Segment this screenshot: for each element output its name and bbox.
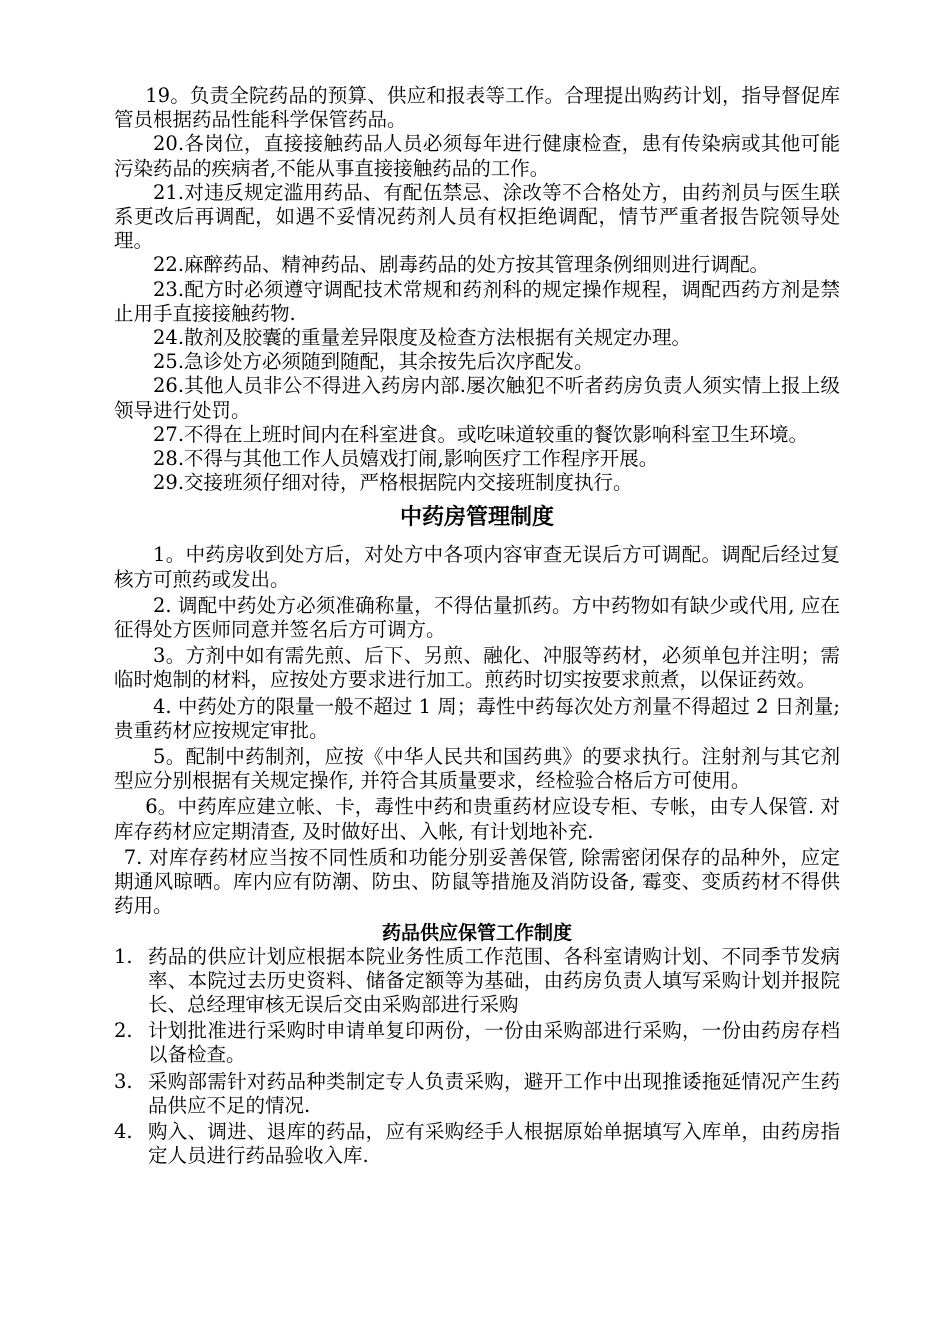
list-item-number: 4. (114, 1119, 133, 1143)
section-title-supply-storage: 药品供应保管工作制度 (381, 921, 572, 944)
list-item-text: 采购部需针对药品种类制定专人负责采购，避开工作中出现推诿拖延情况产生药品供应不足的情况. (148, 1069, 840, 1117)
supply-rules-list (114, 945, 840, 1169)
list-item (114, 1070, 840, 1118)
paragraph-28: 28.不得与其他工作人员嬉戏打闹,影响医疗工作程序开展。 (153, 447, 659, 471)
list-item (114, 945, 840, 1018)
herbal-rule-3: 3。方剂中如有需先煎、后下、另煎、融化、冲服等药材，必须单包并注明；需临时炮制的材料，应按处方要求进行加工。煎药时切实按要求煎煮，以保证药效。 (114, 644, 840, 692)
paragraph-20: 20.各岗位，直接接触药品人员必须每年进行健康检查，患有传染病或其他可能污染药品的疾病者,不能从事直接接触药品的工作。 (114, 132, 840, 180)
list-item-number: 1. (114, 944, 133, 968)
paragraph-26: 26.其他人员非公不得进入药房内部.屡次触犯不听者药房负责人须实情上报上级领导进行处罚。 (114, 374, 840, 422)
list-item-number: 3. (114, 1069, 133, 1093)
herbal-rule-5: 5。配制中药制剂，应按《中华人民共和国药典》的要求执行。注射剂与其它剂型应分别根据有关规定操作, 并符合其质量要求，经检验合格后方可使用。 (114, 745, 840, 793)
section-title-herbal-pharmacy: 中药房管理制度 (399, 505, 554, 531)
paragraph-23: 23.配方时必须遵守调配技术常规和药剂科的规定操作规程，调配西药方剂是禁止用手直接接触药物. (114, 277, 840, 325)
list-item-text: 药品的供应计划应根据本院业务性质工作范围、各科室请购计划、不同季节发病率、本院过去历史资料、储备定额等为基础，由药房负责人填写采购计划并报院长、总经理审核无误后交由采购部进行采购 (148, 944, 840, 1016)
paragraph-19: 19。负责全院药品的预算、供应和报表等工作。合理提出购药计划，指导督促库管员根据药品性能科学保管药品。 (114, 84, 840, 132)
paragraph-22: 22.麻醉药品、精神药品、剧毒药品的处方按其管理条例细则进行调配。 (153, 253, 770, 277)
paragraph-24: 24.散剂及胶囊的重量差异限度及检查方法根据有关规定办理。 (153, 326, 692, 350)
list-item-number: 2. (114, 1019, 133, 1043)
herbal-rule-6: 6。中药库应建立帐、卡，毒性中药和贵重药材应设专柜、专帐，由专人保管. 对库存药材应定期清查, 及时做好出、入帐, 有计划地补充. (114, 795, 840, 843)
document-page (114, 84, 840, 1170)
herbal-rule-1: 1。中药房收到处方后，对处方中各项内容审查无误后方可调配。调配后经过复核方可煎药或发出。 (114, 543, 840, 591)
list-item (114, 1019, 840, 1067)
list-item (114, 1120, 840, 1168)
list-item-text: 计划批准进行采购时申请单复印两份，一份由采购部进行采购，一份由药房存档以备检查。 (148, 1019, 840, 1067)
paragraph-29: 29.交接班须仔细对待，严格根据院内交接班制度执行。 (153, 471, 633, 495)
paragraph-25: 25.急诊处方必须随到随配，其余按先后次序配发。 (153, 350, 594, 374)
paragraph-27: 27.不得在上班时间内在科室进食。或吃味道较重的餐饮影响科室卫生环境。 (153, 422, 809, 446)
herbal-rule-4: 4. 中药处方的限量一般不超过 1 周；毒性中药每次处方剂量不得超过 2 日剂量;贵重药材应按规定审批。 (114, 694, 840, 742)
herbal-rule-7: 7. 对库存药材应当按不同性质和功能分别妥善保管, 除需密闭保存的品种外，应定期通风晾晒。库内应有防潮、防虫、防鼠等措施及消防设备, 霉变、变质药材不得供药用。 (114, 845, 840, 918)
herbal-rule-2: 2. 调配中药处方必须准确称量，不得估量抓药。方中药物如有缺少或代用, 应在征得处方医师同意并签名后方可调方。 (114, 593, 840, 642)
paragraph-21: 21.对违反规定滥用药品、有配伍禁忌、涂改等不合格处方，由药剂员与医生联系更改后再调配，如遇不妥情况药剂人员有权拒绝调配，情节严重者报告院领导处理。 (114, 180, 840, 253)
list-item-text: 购入、调进、退库的药品，应有采购经手人根据原始单据填写入库单，由药房指定人员进行药品验收入库. (148, 1119, 840, 1168)
